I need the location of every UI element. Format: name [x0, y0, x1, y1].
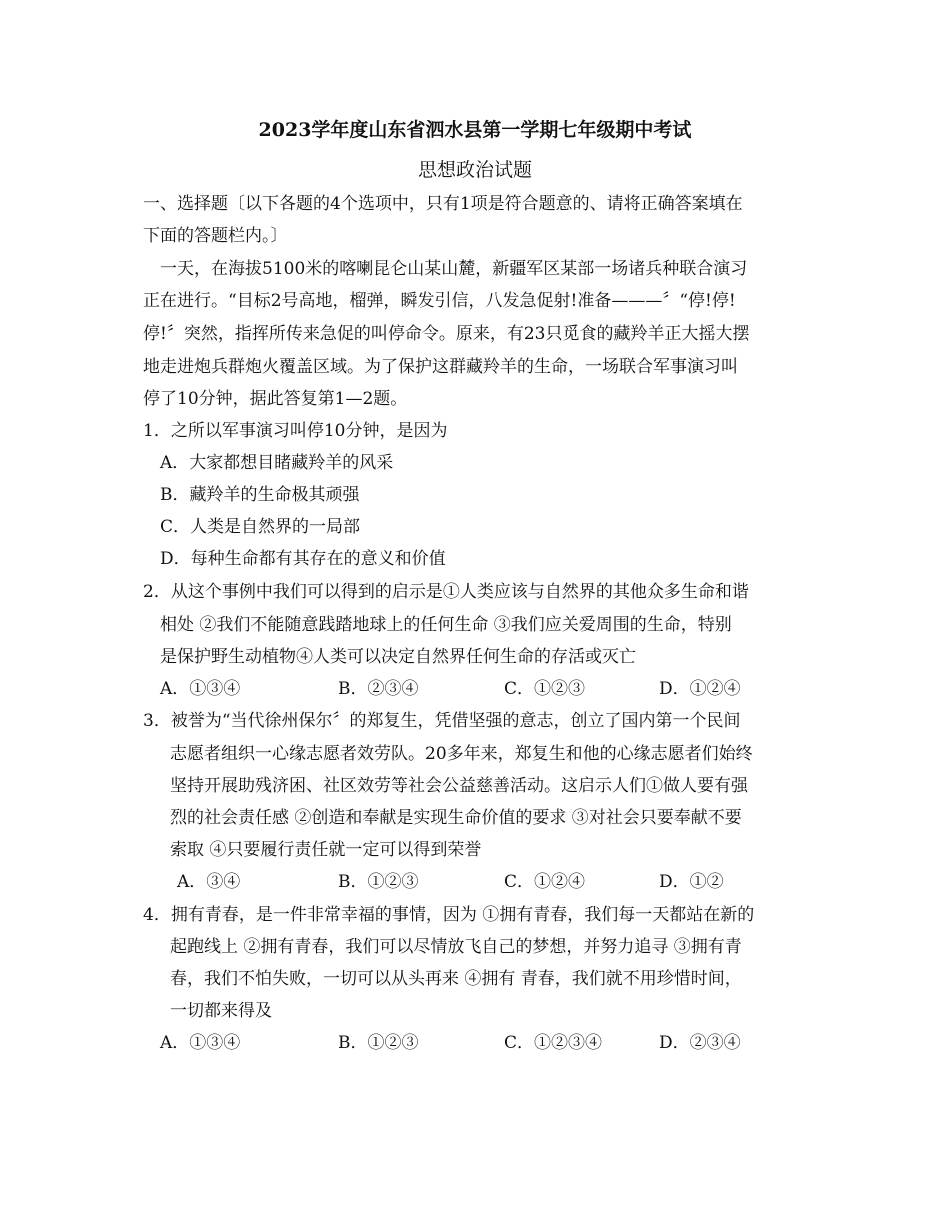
question-2-option-d: D．①②④: [659, 679, 741, 699]
question-3-stem: 索取 ④只要履行责任就一定可以得到荣誉: [170, 840, 482, 860]
question-2-stem: 是保护野生动植物④人类可以决定自然界任何生命的存活或灭亡: [160, 647, 636, 667]
question-4-option-d: D．②③④: [659, 1033, 741, 1053]
passage-line: 地走进炮兵群炮火覆盖区域。为了保护这群藏羚羊的生命，一场联合军事演习叫: [143, 357, 738, 377]
question-2-option-c: C．①②③: [504, 679, 586, 699]
question-3-stem: 志愿者组织一心缘志愿者效劳队。20多年来，郑复生和他的心缘志愿者们始终: [170, 744, 753, 764]
passage-line: 停了10分钟，据此答复第1—2题。: [143, 389, 408, 409]
exam-title: 2023学年度山东省泗水县第一学期七年级期中考试: [258, 119, 692, 141]
passage-line: 停!〞突然，指挥所传来急促的叫停命令。原来，有23只觅食的藏羚羊正大摇大摆: [143, 324, 750, 344]
question-3-stem: 烈的社会责任感 ②创造和奉献是实现生命价值的要求 ③对社会只要奉献不要: [170, 808, 742, 828]
question-3-option-c: C．①②④: [504, 872, 586, 892]
question-3-stem: 3．被誉为“当代徐州保尔〞的郑复生，凭借坚强的意志，创立了国内第一个民间: [143, 711, 741, 731]
question-4-stem: 一切都来得及: [170, 1001, 272, 1021]
question-2-stem: 2．从这个事例中我们可以得到的启示是①人类应该与自然界的其他众多生命和谐: [143, 582, 749, 602]
passage-line: 正在进行。“目标2号高地，榴弹，瞬发引信，八发急促射!准备———〞“停!停!: [143, 291, 736, 311]
question-3-option-a: A．③④: [177, 872, 241, 892]
question-3-option-d: D．①②: [659, 872, 724, 892]
question-3-option-b: B．①②③: [338, 872, 419, 892]
question-1-option-a: A．大家都想目睹藏羚羊的风采: [160, 453, 394, 473]
exam-subtitle: 思想政治试题: [417, 159, 532, 181]
question-2-stem: 相处 ②我们不能随意践踏地球上的任何生命 ③我们应关爱周围的生命，特别: [160, 615, 732, 635]
section-heading-line: 一、选择题〔以下各题的4个选项中，只有1项是符合题意的、请将正确答案填在: [143, 194, 743, 214]
question-1-option-b: B．藏羚羊的生命极其顽强: [160, 485, 360, 505]
question-4-stem: 起跑线上 ②拥有青春，我们可以尽情放飞自己的梦想，并努力追寻 ③拥有青: [170, 937, 742, 957]
section-heading-line: 下面的答题栏内。〕: [143, 226, 288, 246]
question-1-option-c: C．人类是自然界的一局部: [160, 517, 361, 537]
question-2-option-b: B．②③④: [338, 679, 419, 699]
question-4-option-a: A．①③④: [160, 1033, 241, 1053]
question-1-option-d: D．每种生命都有其存在的意义和价值: [160, 549, 446, 569]
question-4-stem: 春，我们不怕失败，一切可以从头再来 ④拥有 青春，我们就不用珍惜时间，: [170, 969, 742, 989]
question-4-option-b: B．①②③: [338, 1033, 419, 1053]
question-4-stem: 4．拥有青春，是一件非常幸福的事情，因为 ①拥有青春，我们每一天都站在新的: [143, 905, 755, 925]
question-3-stem: 坚持开展助残济困、社区效劳等社会公益慈善活动。这启示人们①做人要有强: [170, 776, 748, 796]
passage-line: 一天，在海拔5100米的喀喇昆仑山某山麓，新疆军区某部一场诸兵种联合演习: [160, 259, 748, 279]
question-2-option-a: A．①③④: [160, 679, 241, 699]
question-4-option-c: C．①②③④: [504, 1033, 603, 1053]
question-1-stem: 1．之所以军事演习叫停10分钟，是因为: [143, 421, 448, 441]
